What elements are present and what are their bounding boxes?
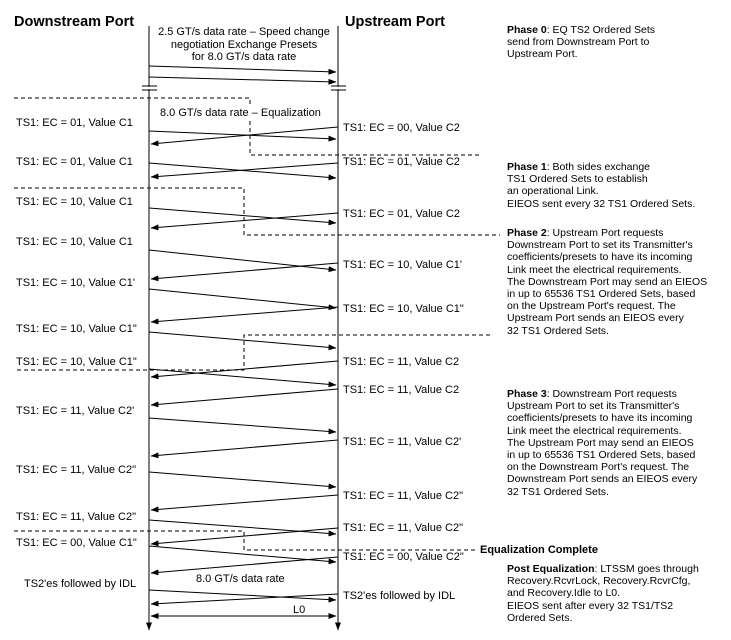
final-rate-label: 8.0 GT/s data rate xyxy=(196,573,285,585)
left-msg: TS2'es followed by IDL xyxy=(24,578,137,590)
msg-arrow xyxy=(149,418,336,432)
left-msg: TS1: EC = 10, Value C1" xyxy=(16,356,137,368)
right-msg: TS1: EC = 01, Value C2 xyxy=(343,208,460,220)
downstream-port-header: Downstream Port xyxy=(14,14,135,30)
right-msg: TS1: EC = 11, Value C2 xyxy=(343,384,460,396)
left-msg: TS1: EC = 11, Value C2" xyxy=(16,511,136,523)
equalization-complete-label: Equalization Complete xyxy=(480,544,598,556)
phase-2-description: Phase 2: Upstream Port requests Downstream Port to set its Transmitter's coefficients/presets to have its incoming Link meet the electrical requirements. The Downstream Port may send an EIEOS in up to 65536 TS1 Ordered Sets, based on the Upstream Port's request. The Upstream Port sends an EIEOS every 32 TS1 Ordered Sets. xyxy=(507,227,708,337)
msg-arrow xyxy=(151,127,338,144)
msg-arrow xyxy=(149,332,336,348)
left-msg: TS1: EC = 10, Value C1 xyxy=(16,236,133,248)
left-msg: TS1: EC = 11, Value C2' xyxy=(16,405,135,417)
l0-label: L0 xyxy=(293,604,306,616)
right-msg: TS1: EC = 10, Value C1" xyxy=(343,303,464,315)
phase-1-description: Phase 1: Both sides exchange TS1 Ordered Sets to establish an operational Link. EIEOS sent every 32 TS1 Ordered Sets. xyxy=(507,161,696,210)
p0-arrow-2 xyxy=(149,77,336,82)
equalization-rate-label: 8.0 GT/s data rate – Equalization xyxy=(160,107,321,119)
msg-arrow xyxy=(151,307,338,322)
left-msg: TS1: EC = 01, Value C1 xyxy=(16,156,133,168)
left-msg: TS1: EC = 10, Value C1" xyxy=(16,323,137,335)
msg-arrow xyxy=(149,369,336,385)
post-equalization-description: Post Equalization: LTSSM goes through Recovery.RcvrLock, Recovery.RcvrCfg, and Recovery.Idle to L0. EIEOS sent after every 32 TS1/TS2 Ordered Sets. xyxy=(507,563,699,624)
right-msg: TS1: EC = 11, Value C2' xyxy=(343,436,462,448)
left-msg: TS1: EC = 00, Value C1" xyxy=(16,537,137,549)
msg-arrow xyxy=(149,590,336,600)
left-msg: TS1: EC = 01, Value C1 xyxy=(16,117,133,129)
phase-3-description: Phase 3: Downstream Port requests Upstream Port to set its Transmitter's coefficients/presets to have its incoming Link meet the electrical requirements. The Upstream Port may send an EIEOS in up to 65536 TS1 Ordered Sets, based on the Downstream Port's request. The Downstream Port sends an EIEOS every 32 TS1 Ordered Sets. xyxy=(507,388,698,498)
right-msg: TS1: EC = 11, Value C2" xyxy=(343,490,463,502)
right-msg: TS1: EC = 00, Value C2 xyxy=(343,122,460,134)
right-msg: TS2'es followed by IDL xyxy=(343,590,456,602)
msg-arrow xyxy=(149,250,336,270)
msg-arrow xyxy=(149,472,336,487)
p0-arrow-1 xyxy=(149,66,336,72)
msg-arrow xyxy=(149,289,336,308)
left-msg: TS1: EC = 10, Value C1' xyxy=(16,277,135,289)
phase-0-description: Phase 0: EQ TS2 Ordered Sets send from Downstream Port to Upstream Port. xyxy=(507,24,656,61)
speed-change-note: 2.5 GT/s data rate – Speed change negotiation Exchange Presets for 8.0 GT/s data rate xyxy=(158,26,330,63)
left-msg: TS1: EC = 11, Value C2" xyxy=(16,464,136,476)
right-msg: TS1: EC = 11, Value C2 xyxy=(343,356,460,368)
msg-arrow xyxy=(151,263,338,279)
msg-arrow xyxy=(151,495,338,510)
left-msg: TS1: EC = 10, Value C1 xyxy=(16,196,133,208)
msg-arrow xyxy=(151,389,338,405)
right-msg: TS1: EC = 00, Value C2" xyxy=(343,551,464,563)
msg-arrow xyxy=(151,557,338,573)
right-msg: TS1: EC = 11, Value C2" xyxy=(343,522,463,534)
right-msg: TS1: EC = 10, Value C1' xyxy=(343,259,462,271)
msg-arrow xyxy=(151,440,338,456)
msg-arrow xyxy=(149,131,336,139)
upstream-port-header: Upstream Port xyxy=(345,14,445,30)
right-msg: TS1: EC = 01, Value C2 xyxy=(343,156,460,168)
msg-arrow xyxy=(149,520,336,534)
